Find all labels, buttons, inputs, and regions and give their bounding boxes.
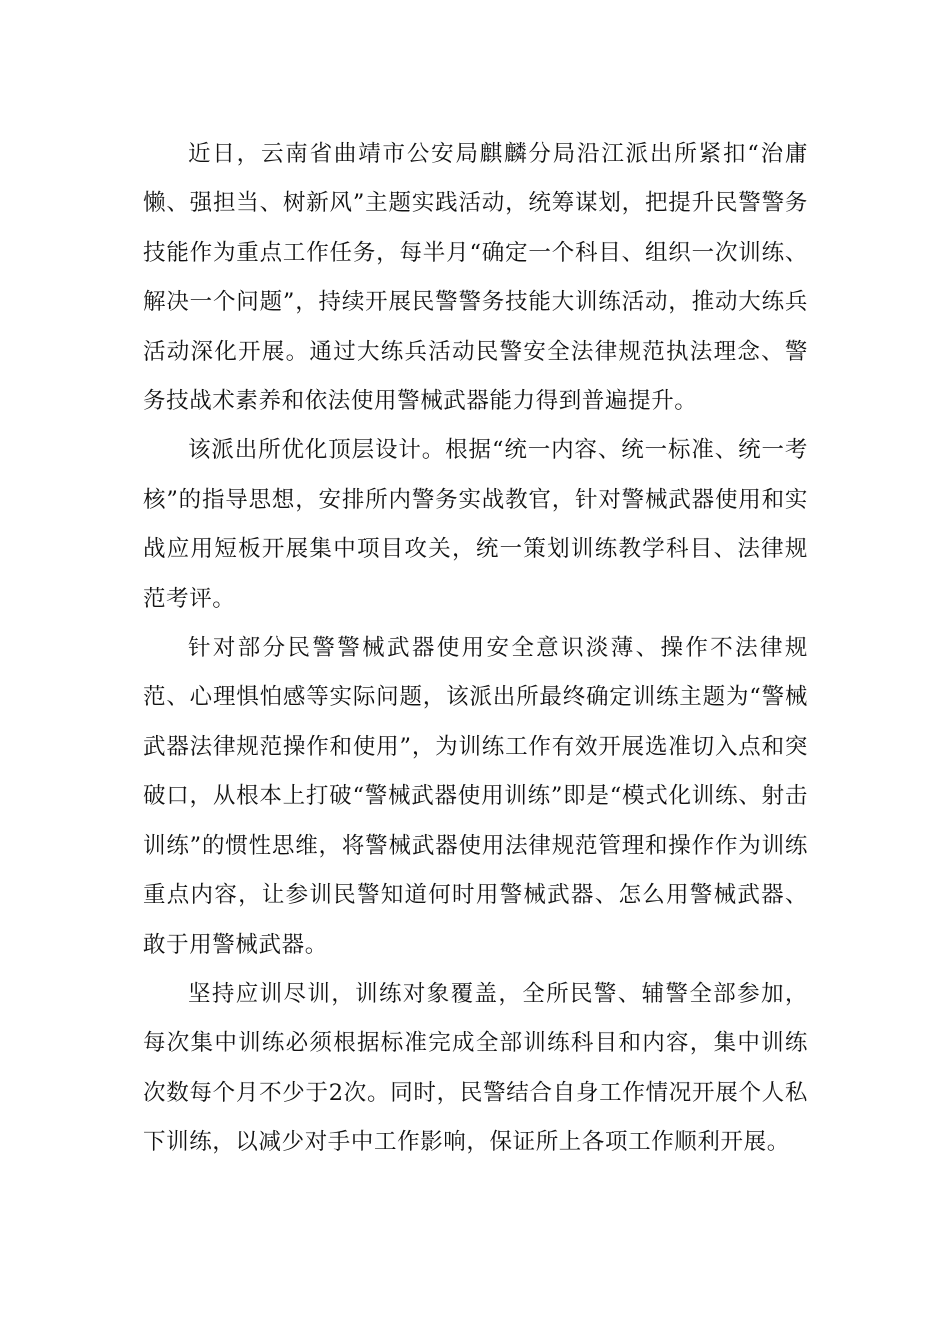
- paragraph-3: 针对部分民警警械武器使用安全意识淡薄、操作不法律规范、心理惧怕感等实际问题，该派出所最终确定训练主题为“警械武器法律规范操作和使用”，为训练工作有效开展选准切入点和突破口，从根本上打破“警械武器使用训练”即是“模式化训练、射击训练”的惯性思维，将警械武器使用法律规范管理和操作作为训练重点内容，让参训民警知道何时用警械武器、怎么用警械武器、敢于用警械武器。: [143, 635, 808, 958]
- document-body: [143, 130, 808, 1168]
- paragraph-1: 近日，云南省曲靖市公安局麒麟分局沿江派出所紧扣“治庸懒、强担当、树新风”主题实践活动，统筹谋划，把提升民警警务技能作为重点工作任务，每半月“确定一个科目、组织一次训练、解决一个问题”，持续开展民警警务技能大训练活动，推动大练兵活动深化开展。通过大练兵活动民警安全法律规范执法理念、警务技战术素养和依法使用警械武器能力得到普遍提升。: [143, 141, 808, 415]
- paragraph-2: 该派出所优化顶层设计。根据“统一内容、统一标准、统一考核”的指导思想，安排所内警务实战教官，针对警械武器使用和实战应用短板开展集中项目攻关，统一策划训练教学科目、法律规范考评。: [143, 437, 808, 612]
- paragraph-4: 坚持应训尽训，训练对象覆盖，全所民警、辅警全部参加，每次集中训练必须根据标准完成全部训练科目和内容，集中训练次数每个月不少于2次。同时，民警结合自身工作情况开展个人私下训练，以减少对手中工作影响，保证所上各项工作顺利开展。: [143, 980, 808, 1156]
